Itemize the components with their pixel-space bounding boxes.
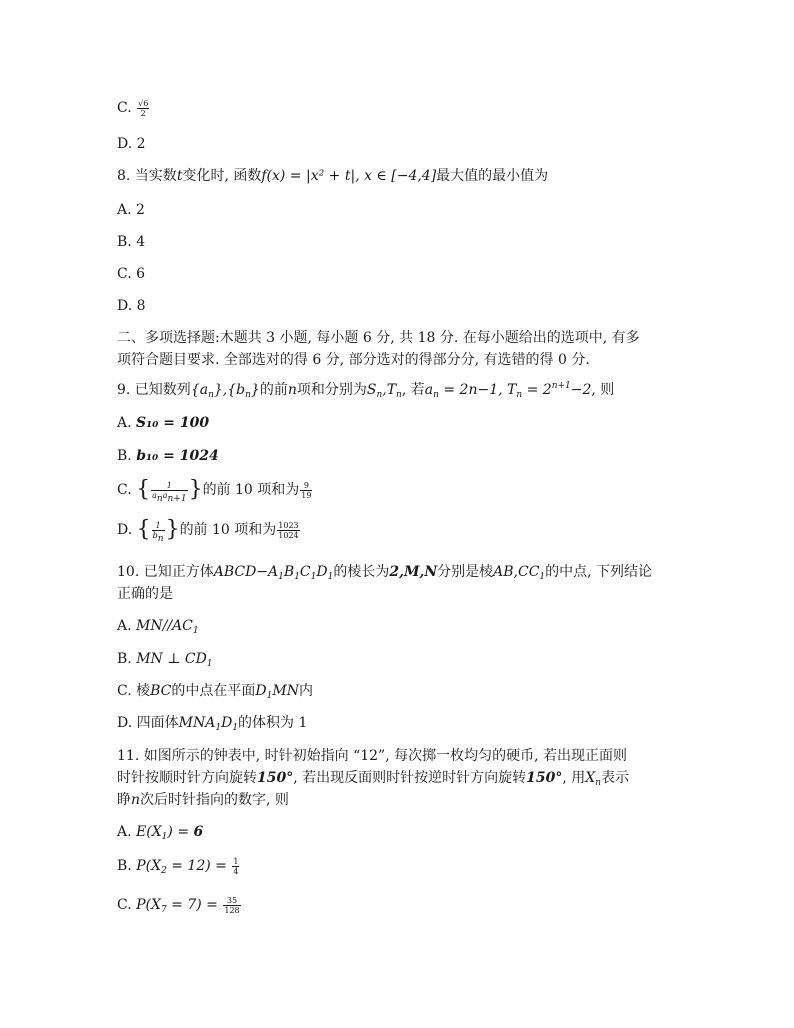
question-9-stem: 9. 已知数列$\{a_n\},\{b_n\}$的前n项和分别为$S_n,T_n$, 若$a_n = 2n-1$, $T_n = 2^{n+1}-2$, 则 — [117, 381, 615, 400]
option-7d: D. 2 — [117, 136, 146, 152]
option-11a: A. $E(X_1) = 6$ — [117, 824, 204, 842]
question-11-stem-line2: 时针按顺时针方向旋转150°, 若出现反面则时针按逆时针方向旋转150°, 用$X_n$表示 — [117, 770, 630, 788]
section-2-header-line1: 二、多项选择题:木题共 3 小题, 每小题 6 分, 共 18 分. 在每小题给出的选项中, 有多 — [117, 330, 640, 346]
option-11c: C. $P(X_7 = 7)$ = $\frac{35}{128}$ — [117, 895, 240, 915]
option-10d: D. 四面体$MNA_1D_1$的体积为 1 — [117, 715, 308, 733]
option-9c: C. { $\frac{1}{a_na_{n+1}}$ }的前 10 项和为 $\frac{9}{19}$ — [117, 477, 312, 504]
section-2-header-line2: 项符合题目要求. 全部选对的得 6 分, 部分选对的得部分分, 有选错的得 0 分. — [117, 352, 590, 368]
fraction: $\frac{1023}{1024}$ — [278, 520, 299, 540]
option-9a: A. S₁₀ = 100 — [117, 415, 210, 431]
option-7c: C. $\frac{√6}{2}$ — [117, 98, 149, 118]
fraction: $\frac{9}{19}$ — [301, 480, 312, 500]
question-8-stem: 8. 当实数t变化时, 函数f(x) = |x² + t|, x ∈ [−4,4]最大值的最小值为 — [117, 168, 549, 184]
option-9b: B. b₁₀ = 1024 — [117, 448, 219, 464]
option-10a: A. $MN//AC_1$ — [117, 618, 199, 636]
option-8b: B. 4 — [117, 234, 146, 250]
question-10-stem: 10. 已知正方体$ABCD-A_1B_1C_1D_1$的棱长为2,M,N分别是棱$AB,CC_1$的中点, 下列结论 — [117, 564, 653, 582]
question-10-stem-line2: 正确的是 — [117, 586, 173, 602]
question-11-stem-line3: 睁n次后时针指向的数字, 则 — [117, 792, 289, 808]
fraction: $\frac{35}{128}$ — [224, 895, 240, 915]
option-8d: D. 8 — [117, 298, 146, 314]
fraction: $\frac{√6}{2}$ — [138, 98, 149, 118]
option-9d: D. { $\frac{1}{b_n}$ }的前 10 项和为 $\frac{1023}{1024}$ — [117, 517, 299, 544]
fraction: $\frac{1}{4}$ — [233, 856, 239, 876]
option-11b: B. $P(X_2 = 12)$ = $\frac{1}{4}$ — [117, 856, 239, 876]
question-11-stem-line1: 11. 如图所示的钟表中, 时针初始指向 “12”, 每次掷一枚均匀的硬币, 若出现正面则 — [117, 748, 627, 764]
option-10b: B. MN ⊥ $CD_1$ — [117, 651, 213, 669]
option-10c: C. 棱BC的中点在平面$D_1MN$内 — [117, 683, 313, 701]
option-8c: C. 6 — [117, 266, 146, 282]
option-8a: A. 2 — [117, 202, 145, 218]
